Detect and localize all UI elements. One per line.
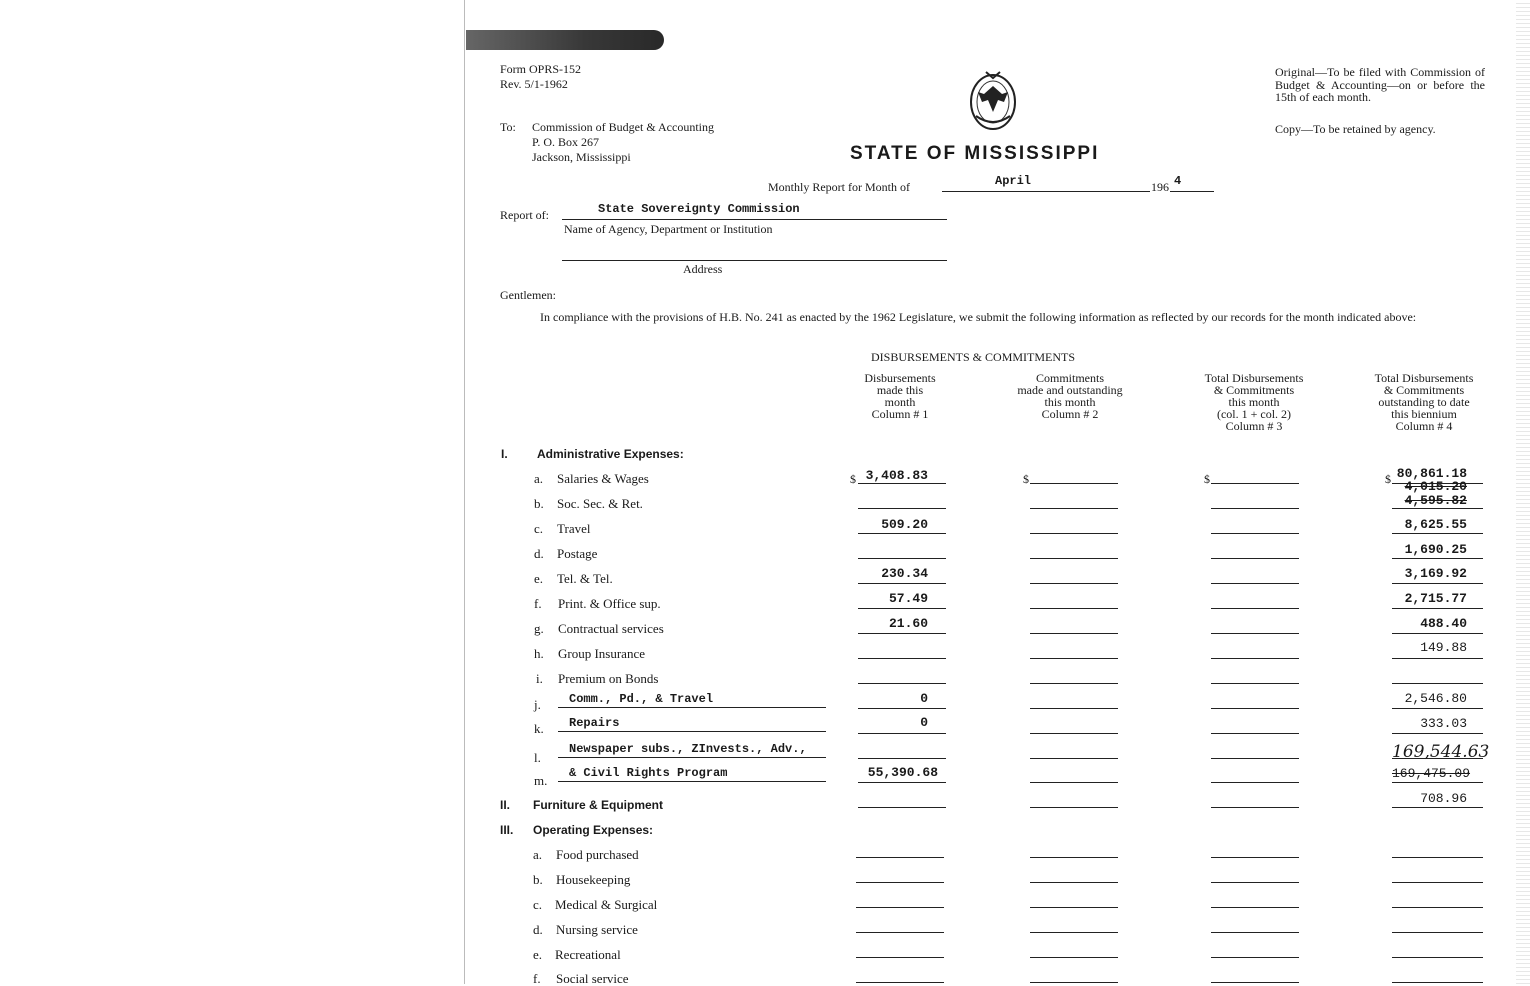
state-seal-icon: [964, 68, 1022, 132]
row-j-label: Comm., Pd., & Travel: [569, 692, 714, 706]
section-ii-numeral: II.: [500, 798, 511, 812]
year-prefix: 196: [1151, 180, 1169, 194]
row-k-letter: k.: [534, 721, 544, 736]
row-l-letter: l.: [534, 750, 541, 765]
form-revision: Rev. 5/1-1962: [500, 77, 568, 91]
row-b-label: Soc. Sec. & Ret.: [557, 496, 643, 511]
op-row-d-label: Nursing service: [556, 922, 638, 937]
section-i-title: Administrative Expenses:: [537, 447, 684, 461]
row-f-c1: 57.49: [888, 591, 928, 606]
page-title: STATE OF MISSISSIPPI: [850, 143, 1100, 164]
row-a-c4-dollar: $: [1385, 472, 1391, 486]
row-b-c4: 4,595.82: [1404, 493, 1467, 508]
agency-name: State Sovereignty Commission: [598, 202, 800, 216]
report-month: April: [995, 174, 1032, 188]
row-g-c4: 488.40: [1420, 616, 1467, 631]
report-of-label: Report of:: [500, 208, 549, 222]
section-i-numeral: I.: [501, 447, 508, 461]
row-h-letter: h.: [534, 646, 544, 661]
row-d-label: Postage: [557, 546, 598, 561]
row-b-c4-struck: 4,015.20: [1404, 479, 1467, 494]
row-d-letter: d.: [534, 546, 544, 561]
row-e-c1: 230.34: [881, 566, 928, 581]
row-i-letter: i.: [536, 671, 543, 686]
section-iii-numeral: III.: [500, 823, 514, 837]
to-line-1: Commission of Budget & Accounting: [532, 120, 714, 134]
table-title: DISBURSEMENTS & COMMITMENTS: [871, 350, 1076, 364]
row-m-label: & Civil Rights Program: [569, 766, 728, 780]
column-4-header: Total Disbursements & Commitments outstanding to date this biennium Column # 4: [1374, 371, 1474, 433]
row-j-c4: 2,546.80: [1404, 691, 1467, 706]
row-h-c4: 149.88: [1420, 640, 1467, 655]
row-j-letter: j.: [534, 697, 541, 712]
row-m-c1: 55,390.68: [867, 765, 938, 780]
row-a-c2-dollar: $: [1023, 472, 1029, 486]
greeting: Gentlemen:: [500, 288, 556, 302]
to-label: To:: [500, 120, 516, 134]
op-row-a-label: Food purchased: [556, 847, 639, 862]
op-row-f-label: Social service: [556, 971, 629, 986]
form-number: Form OPRS-152: [500, 62, 582, 76]
row-a-c1: 3,408.83: [865, 468, 928, 483]
row-f-c4: 2,715.77: [1404, 591, 1467, 606]
column-2-header: Commitments made and outstanding this month Column # 2: [1017, 371, 1123, 421]
row-a-c3-dollar: $: [1204, 472, 1210, 486]
row-a-letter: a.: [534, 471, 544, 486]
row-m-letter: m.: [534, 773, 548, 788]
op-row-f-letter: f.: [533, 971, 541, 986]
scan-right-edge: [1516, 0, 1530, 984]
row-g-letter: g.: [534, 621, 544, 636]
row-a-label: Salaries & Wages: [557, 471, 649, 486]
year-suffix: 4: [1174, 174, 1182, 188]
furniture-c4: 708.96: [1420, 791, 1467, 806]
row-f-label: Print. & Office sup.: [558, 596, 661, 611]
section-ii-title: Furniture & Equipment: [533, 798, 663, 812]
scan-artifact-bar: [466, 30, 664, 50]
op-row-b-label: Housekeeping: [556, 872, 631, 887]
row-c-letter: c.: [534, 521, 544, 536]
column-1-header: Disbursements made this month Column # 1: [864, 371, 936, 421]
op-row-e-label: Recreational: [555, 947, 621, 962]
row-k-c1: 0: [920, 715, 928, 730]
row-c-c4: 8,625.55: [1404, 517, 1467, 532]
op-row-c-label: Medical & Surgical: [555, 897, 658, 912]
row-l-label: Newspaper subs., ZInvests., Adv.,: [569, 742, 807, 756]
monthly-report-label: Monthly Report for Month of: [768, 180, 910, 194]
copy-notice: Copy—To be retained by agency.: [1275, 122, 1436, 136]
row-m-c4-struck: 169,475.09: [1392, 766, 1471, 781]
address-caption: Address: [683, 262, 723, 276]
row-d-c4: 1,690.25: [1404, 542, 1467, 557]
row-e-letter: e.: [534, 571, 544, 586]
row-a-c1-dollar: $: [850, 472, 856, 486]
op-row-e-letter: e.: [533, 947, 543, 962]
to-line-2: P. O. Box 267: [532, 135, 600, 149]
column-3-header: Total Disbursements & Commitments this month (col. 1 + col. 2) Column # 3: [1204, 371, 1304, 433]
row-e-label: Tel. & Tel.: [557, 571, 613, 586]
row-b-letter: b.: [534, 496, 544, 511]
row-g-label: Contractual services: [558, 621, 664, 636]
op-row-c-letter: c.: [533, 897, 543, 912]
row-k-label: Repairs: [569, 716, 620, 730]
row-h-label: Group Insurance: [558, 646, 645, 661]
row-c-c1: 509.20: [881, 517, 928, 532]
original-notice: Original—To be filed with Commission of Budget & Accounting—on or before the 15th of each month.: [1275, 65, 1485, 104]
row-g-c1: 21.60: [888, 616, 928, 631]
row-i-label: Premium on Bonds: [558, 671, 659, 686]
row-k-c4: 333.03: [1420, 716, 1467, 731]
agency-caption: Name of Agency, Department or Institution: [564, 222, 773, 236]
row-c-label: Travel: [557, 521, 591, 536]
op-row-b-letter: b.: [533, 872, 543, 887]
row-l-c4-handwritten: 169,544.63: [1392, 742, 1490, 762]
row-a-c4: 80,861.18: [1396, 466, 1467, 481]
op-row-a-letter: a.: [533, 847, 543, 862]
row-e-c4: 3,169.92: [1404, 566, 1467, 581]
row-j-c1: 0: [920, 691, 928, 706]
to-line-3: Jackson, Mississippi: [532, 150, 631, 164]
op-row-d-letter: d.: [533, 922, 543, 937]
compliance-text: In compliance with the provisions of H.B. No. 241 as enacted by the 1962 Legislature, we submit the following information as reflected by our records for the month indicated above:: [540, 310, 1417, 324]
row-f-letter: f.: [534, 596, 542, 611]
page-edge: [464, 0, 465, 984]
section-iii-title: Operating Expenses:: [533, 823, 654, 837]
